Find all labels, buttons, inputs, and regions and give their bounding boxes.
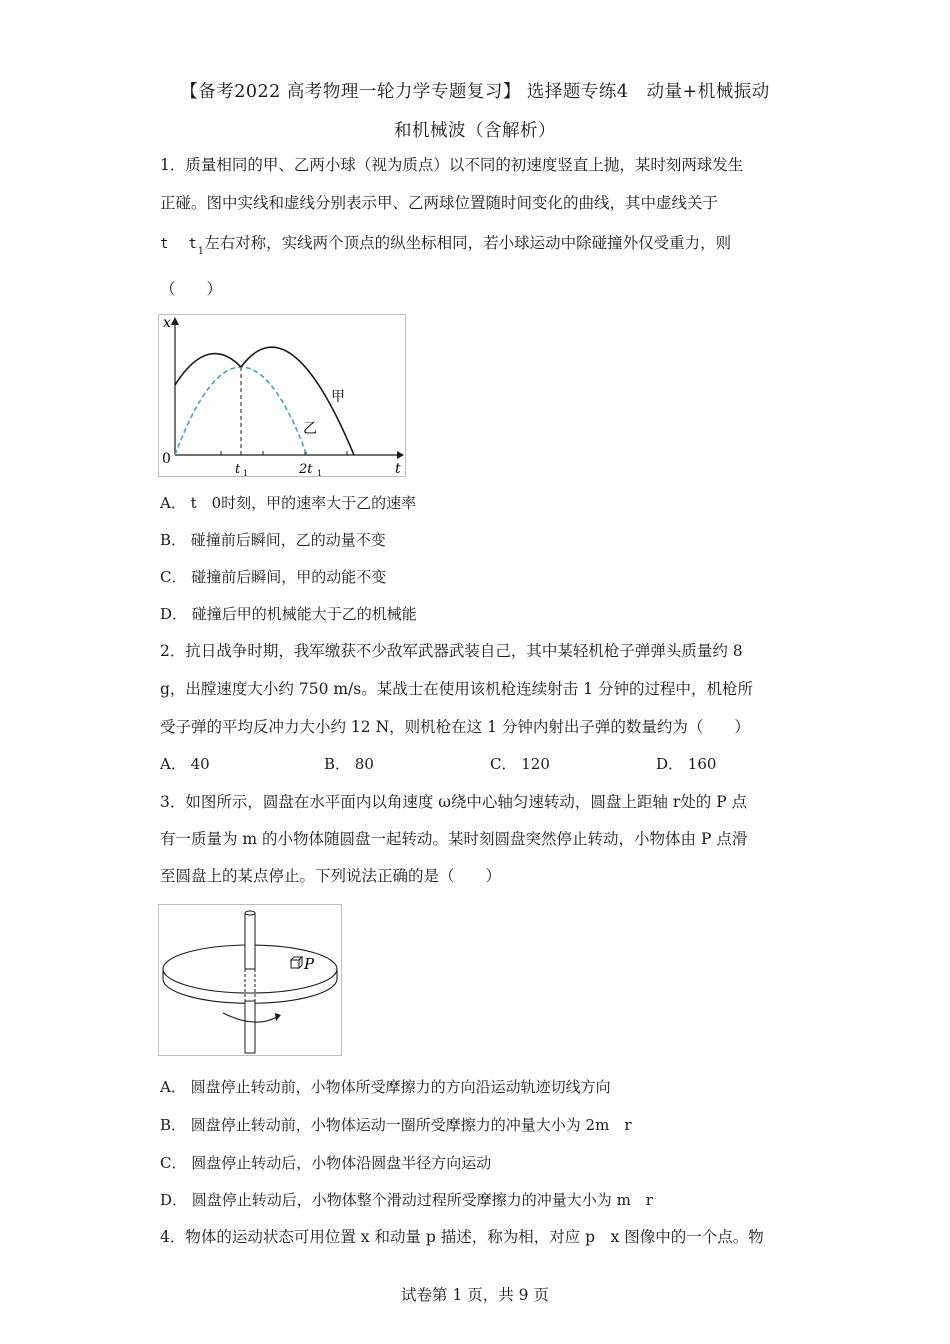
q3-option-b[interactable]: B． 圆盘停止转动前，小物体运动一圈所受摩擦力的冲量大小为 2m r [160,1116,632,1134]
document-title-line2: 和机械波（含解析） [394,121,556,141]
rotation-arrowhead [275,1013,281,1021]
q1-option-a[interactable]: A． t 0时刻，甲的速率大于乙的速率 [160,494,417,512]
x-axis-label: t [395,461,401,476]
page-footer: 试卷第 1 页，共 9 页 [401,1286,549,1304]
q3-text-line3: 至圆盘上的某点停止。下列说法正确的是（ ） [160,867,502,885]
q1-option-c[interactable]: C． 碰撞前后瞬间，甲的动能不变 [160,568,387,586]
q2-text-line3: 受子弹的平均反冲力大小约 12 N，则机枪在这 1 分钟内射出子弹的数量约为（ ） [160,718,750,736]
axle-top-cap [245,911,255,915]
q3-option-a[interactable]: A． 圆盘停止转动前，小物体所受摩擦力的方向沿运动轨迹切线方向 [160,1078,611,1096]
q1-answer-paren: （ ） [160,280,223,298]
tick-t1-sub: 1 [243,469,249,476]
q1-line3-text: 左右对称，实线两个顶点的纵坐标相同，若小球运动中除碰撞外仅受重力，则 [204,234,732,252]
q2-text-line2: g，出膛速度大小约 750 m/s。某战士在使用该机枪连续射击 1 分钟的过程中，机枪所 [160,680,753,698]
q2-text-line1: 2．抗日战争时期，我军缴获不少敌军武器武装自己，其中某轻机枪子弹弹头质量约 8 [160,642,743,660]
tick-t1-label: t [235,462,241,476]
q1-option-d[interactable]: D． 碰撞后甲的机械能大于乙的机械能 [160,605,417,623]
x-axis-arrow [171,317,179,325]
curve-label-yi: 乙 [303,421,317,437]
small-object-cube [291,957,302,968]
curve-label-jia: 甲 [331,389,345,405]
axle-upper [245,913,255,969]
origin-label: 0 [162,451,171,467]
q2-option-d[interactable]: D． 160 [656,755,717,773]
q1-text-line2: 正碰。图中实线和虚线分别表示甲、乙两球位置随时间变化的曲线，其中虚线关于 [160,194,719,212]
q2-option-c[interactable]: C． 120 [490,755,550,773]
q3-option-d[interactable]: D． 圆盘停止转动后，小物体整个滑动过程所受摩擦力的冲量大小为 m r [160,1191,653,1209]
q1-figure [158,314,406,477]
q3-text-line1: 3．如图所示，圆盘在水平面内以角速度 ω绕中心轴匀速转动，圆盘上距轴 r处的 P 点 [160,793,748,811]
tick-2t1-sub: 1 [317,469,323,476]
y-axis-label: x [163,315,171,331]
point-p-label: P [304,955,315,973]
tick-2t1-label: 2t [299,462,313,476]
q2-option-a[interactable]: A． 40 [160,755,210,773]
q3-text-line2: 有一质量为 m 的小物体随圆盘一起转动。某时刻圆盘突然停止转动，小物体由 P 点滑 [160,830,748,848]
q2-option-b[interactable]: B． 80 [324,755,374,773]
q1-option-b[interactable]: B． 碰撞前后瞬间，乙的动量不变 [160,531,386,549]
q3-option-c[interactable]: C． 圆盘停止转动后，小物体沿圆盘半径方向运动 [160,1154,492,1172]
q3-figure [158,904,342,1056]
axle-lower [245,1001,255,1053]
q1-symbol-t1: t [188,236,197,252]
t-axis-arrow [397,451,404,459]
q4-text-line1: 4．物体的运动状态可用位置 x 和动量 p 描述，称为相，对应 p x 图像中的一个点。物 [160,1228,764,1246]
rotating-disk-diagram [159,905,341,1055]
document-title-line1: 【备考2022 高考物理一轮力学专题复习】 选择题专练4 动量+机械振动 [180,82,770,102]
q1-text-line3 [160,232,800,257]
q1-position-time-graph [159,315,405,476]
q1-text-line1: 1．质量相同的甲、乙两小球（视为质点）以不同的初速度竖直上抛，某时刻两球发生 [160,156,744,174]
q1-symbol-t: t [160,236,169,252]
q1-symbol-t1-sub: 1 [197,246,205,257]
